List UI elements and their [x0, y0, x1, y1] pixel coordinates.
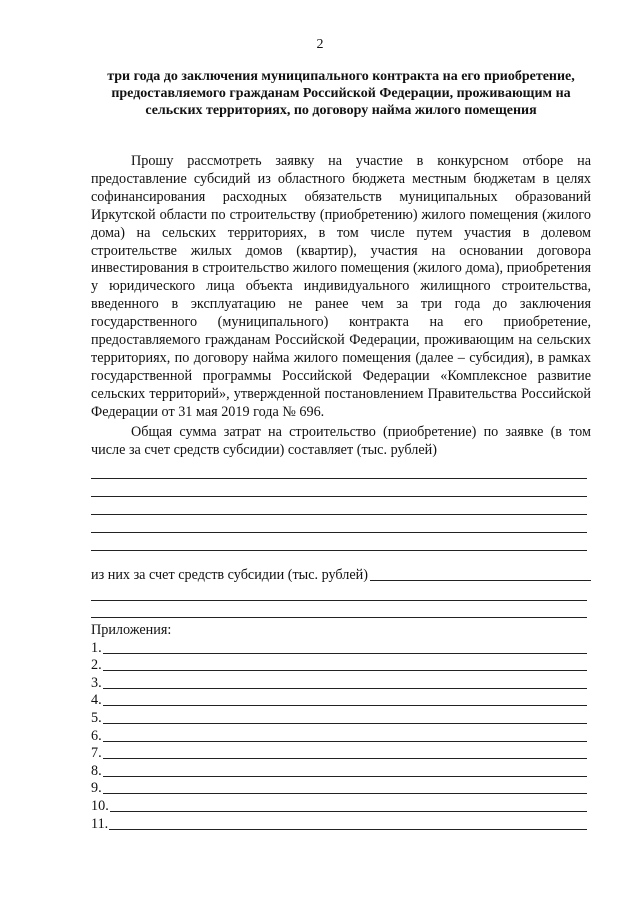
attachment-number: 8.	[91, 762, 102, 779]
total-cost-paragraph	[91, 424, 591, 460]
attachment-number: 1.	[91, 639, 102, 656]
attachments-title: Приложения:	[91, 622, 172, 638]
attachment-fill-line[interactable]	[103, 758, 587, 759]
attachment-fill-line[interactable]	[110, 811, 587, 812]
attachment-fill-line[interactable]	[103, 776, 587, 777]
attachment-fill-line[interactable]	[109, 829, 587, 830]
attachment-row	[91, 762, 587, 780]
attachment-number: 10.	[91, 797, 109, 814]
subsidy-fill-line-3[interactable]	[91, 617, 587, 618]
page-number: 2	[316, 37, 324, 52]
attachment-number: 3.	[91, 674, 102, 691]
attachment-number: 7.	[91, 745, 102, 762]
attachment-fill-line[interactable]	[103, 670, 587, 671]
application-paragraph	[91, 153, 591, 422]
attachment-row	[91, 797, 587, 815]
subsidy-amount-fill-line[interactable]	[370, 566, 591, 581]
attachment-row	[91, 745, 587, 763]
attachment-fill-line[interactable]	[103, 653, 587, 654]
attachment-number: 9.	[91, 780, 102, 797]
subsidy-fill-line-2[interactable]	[91, 600, 587, 601]
attachment-number: 6.	[91, 727, 102, 744]
attachment-fill-line[interactable]	[103, 688, 587, 689]
attachment-fill-line[interactable]	[103, 741, 587, 742]
attachment-fill-line[interactable]	[103, 793, 587, 794]
attachment-number: 11.	[91, 815, 109, 832]
attachment-row	[91, 674, 587, 692]
total-cost-fill-line-1[interactable]	[91, 478, 587, 479]
attachments-list	[91, 639, 587, 833]
total-cost-fill-line-5[interactable]	[91, 550, 587, 551]
attachment-row	[91, 815, 587, 833]
attachment-fill-line[interactable]	[103, 705, 587, 706]
attachment-row	[91, 709, 587, 727]
subsidy-amount-label: из них за счет средств субсидии (тыс. рублей)	[91, 567, 368, 583]
total-cost-fill-line-2[interactable]	[91, 496, 587, 497]
attachment-row	[91, 639, 587, 657]
attachment-fill-line[interactable]	[103, 723, 587, 724]
attachment-row	[91, 727, 587, 745]
attachment-number: 2.	[91, 657, 102, 674]
subsidy-amount-row	[91, 566, 591, 584]
attachment-row	[91, 657, 587, 675]
total-cost-fill-line-4[interactable]	[91, 532, 587, 533]
attachment-row	[91, 692, 587, 710]
application-paragraph-text: Прошу рассмотреть заявку на участие в конкурсном отборе на предоставление субсидий из областного бюджета местным бюджетам в целях софинансирования расходных обязательств муниципальных образований Иркутской области по строительству (приобретению) жилого помещения (жилого дома) на сельских территориях, в том числе путем участия в долевом строительстве жилых домов (квартир), участия на основании договора инвестирования в строительство жилого помещения (жилого дома), приобретения у юридического лица объекта индивидуального жилищного строительства, введенного в эксплуатацию не ранее чем за три года до заключения государственного (муниципального) контракта на его приобретение, предоставляемого гражданам Российской Федерации, проживающим на сельских территориях, по договору найма жилого помещения (далее – субсидия), в рамках государственной программы Российской Федерации «Комплексное развитие сельских территорий», утвержденной постановлением Правительства Российской Федерации от 31 мая 2019 года № 696.	[91, 153, 591, 420]
attachment-row	[91, 780, 587, 798]
attachment-number: 4.	[91, 692, 102, 709]
attachment-number: 5.	[91, 709, 102, 726]
total-cost-fill-line-3[interactable]	[91, 514, 587, 515]
document-heading: три года до заключения муниципального контракта на его приобретение, предоставляемого гражданам Российской Федерации, проживающим на сельских территориях, по договору найма жилого помещения	[107, 69, 575, 118]
total-cost-paragraph-text: Общая сумма затрат на строительство (приобретение) по заявке (в том числе за счет средств субсидии) составляет (тыс. рублей)	[91, 424, 591, 458]
